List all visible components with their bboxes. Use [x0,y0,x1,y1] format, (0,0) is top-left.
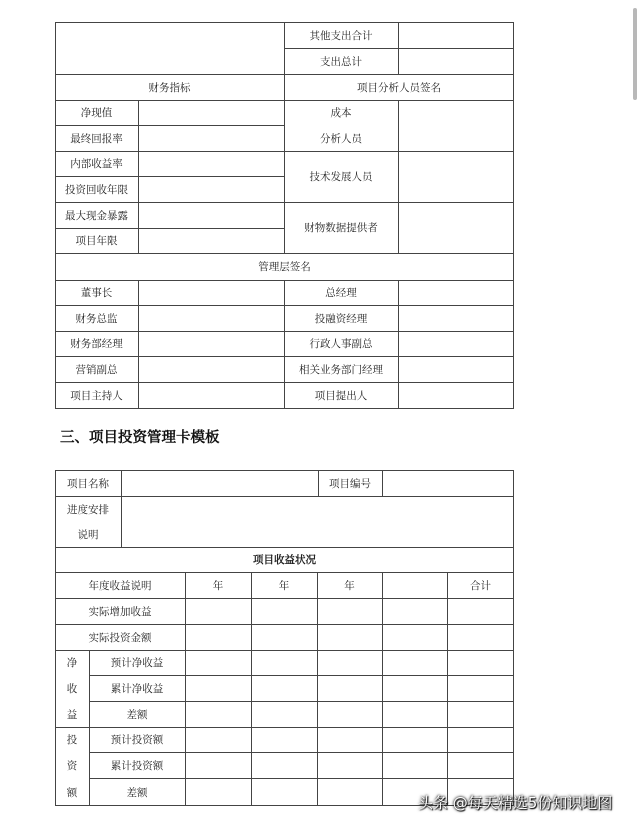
financial-indicators-header: 财务指标 [148,81,191,94]
net-income-char-2: 收 [66,682,78,695]
chairman-label: 董事长 [80,287,113,299]
project-analyst-signature-header: 项目分析人员签名 [357,81,441,94]
watermark: 头条 @每天精选5份知识地图 [418,794,613,812]
general-manager-label: 总经理 [325,287,357,299]
progress-label-line2: 说明 [77,529,99,541]
max-cash-exposure-label: 最大现金暴露 [65,209,128,222]
analyst-label: 分析人员 [320,132,362,145]
related-dept-manager-label: 相关业务部门经理 [299,363,383,376]
investment-difference-label: 差额 [126,786,148,799]
tech-dev-label: 技术发展人员 [309,171,373,183]
marketing-vp-label: 营销副总 [75,363,118,376]
cumulative-net-income-label: 累计净收益 [110,682,164,695]
project-number-label: 项目编号 [329,477,371,490]
net-income-difference-label: 差额 [126,708,148,721]
investment-manager-label: 投融资经理 [314,312,368,325]
planned-investment-label: 预计投资额 [110,734,164,746]
financial-data-provider-label: 财物数据提供者 [304,222,378,234]
year-col-3: 年 [344,579,355,592]
year-col-1: 年 [212,579,224,592]
npv-label: 净现值 [80,107,113,119]
actual-added-income-label: 实际增加收益 [88,605,152,618]
project-name-label: 项目名称 [67,477,109,490]
actual-investment-label: 实际投资金额 [88,631,152,644]
progress-label-line1: 进度安排 [67,503,109,516]
project-host-label: 项目主持人 [70,390,123,402]
investment-char-3: 额 [66,786,78,799]
finance-director-label: 财务总监 [75,312,118,325]
irr-label: 内部收益率 [70,158,123,170]
income-status-header: 项目收益状况 [253,554,316,566]
scrollbar[interactable] [633,8,637,100]
investment-char-1: 投 [66,734,78,746]
total-col: 合计 [470,579,491,592]
other-expenses-total-label: 其他支出合计 [309,29,373,42]
net-income-char-3: 益 [66,708,78,721]
investment-char-2: 资 [66,759,78,772]
cumulative-investment-label: 累计投资额 [110,759,164,772]
total-expenses-label: 支出总计 [320,55,362,68]
project-years-label: 项目年限 [75,235,118,247]
annual-income-note-label: 年度收益说明 [88,579,152,592]
section-heading: 三、项目投资管理卡模板 [60,430,220,446]
project-proposer-label: 项目提出人 [314,390,368,402]
final-return-label: 最终回报率 [70,132,123,145]
net-income-char-1: 净 [66,657,78,669]
admin-hr-vp-label: 行政人事副总 [309,338,373,350]
finance-dept-manager-label: 财务部经理 [70,338,123,350]
management-signature-header: 管理层签名 [258,261,311,273]
payback-period-label: 投资回收年限 [65,183,128,196]
cost-label: 成本 [330,107,352,119]
year-col-2: 年 [278,579,290,592]
planned-net-income-label: 预计净收益 [110,657,164,669]
